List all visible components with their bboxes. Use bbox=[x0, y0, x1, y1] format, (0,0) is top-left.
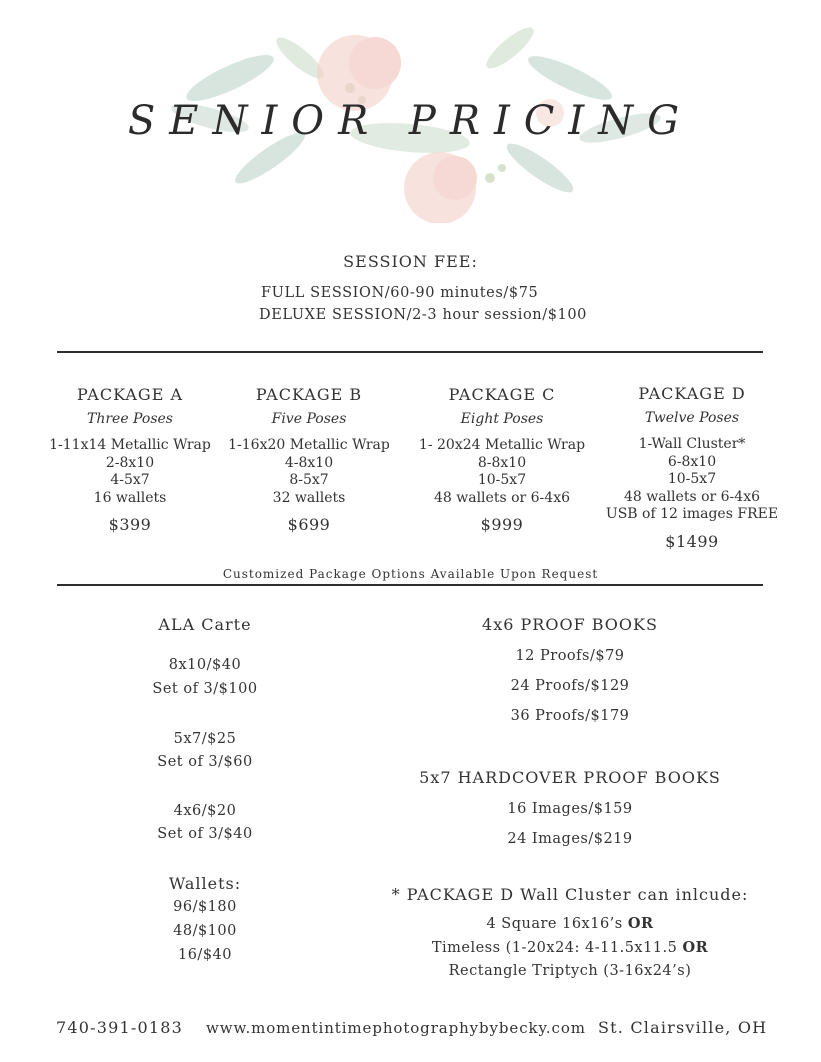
package-name: PACKAGE C bbox=[448, 385, 556, 404]
hardcover-item: 16 Images/$159 bbox=[507, 801, 633, 817]
proof-book-item: 24 Proofs/$129 bbox=[510, 678, 630, 694]
package-b bbox=[209, 385, 409, 534]
ala-carte-item: Set of 3/$40 bbox=[157, 826, 253, 842]
package-item: USB of 12 images FREE bbox=[605, 506, 779, 522]
hardcover-heading: 5x7 HARDCOVER PROOF BOOKS bbox=[419, 768, 721, 787]
package-item: 48 wallets or 6-4x6 bbox=[433, 489, 570, 506]
package-c bbox=[402, 385, 602, 534]
package-item: 16 wallets bbox=[93, 489, 167, 506]
package-item: 1-Wall Cluster* bbox=[638, 436, 746, 452]
page-title: SENIOR PRICING bbox=[127, 98, 694, 144]
package-price: $1499 bbox=[665, 531, 719, 551]
wallet-item: 16/$40 bbox=[177, 947, 232, 963]
footer-location: St. Clairsville, OH bbox=[598, 1018, 768, 1037]
package-item: 1-16x20 Metallic Wrap bbox=[228, 437, 390, 453]
ala-carte-heading: ALA Carte bbox=[158, 615, 252, 634]
footer-website[interactable]: www.momentintimephotographybybecky.com bbox=[206, 1019, 586, 1037]
or-label: OR bbox=[682, 939, 709, 956]
session-fee-heading: SESSION FEE: bbox=[343, 252, 478, 271]
package-poses: Five Poses bbox=[271, 411, 347, 427]
proof-book-item: 12 Proofs/$79 bbox=[515, 648, 625, 664]
package-name: PACKAGE A bbox=[76, 385, 184, 404]
ala-carte-item: 5x7/$25 bbox=[173, 731, 237, 747]
custom-package-note: Customized Package Options Available Upon Request bbox=[222, 567, 599, 581]
package-poses: Eight Poses bbox=[460, 411, 544, 427]
wall-cluster-option bbox=[380, 915, 760, 932]
package-price: $399 bbox=[108, 515, 152, 534]
package-d bbox=[592, 384, 792, 551]
package-item: 1-11x14 Metallic Wrap bbox=[49, 437, 211, 453]
package-item: 6-8x10 bbox=[667, 453, 717, 470]
package-item: 10-5x7 bbox=[667, 471, 717, 487]
hardcover-item: 24 Images/$219 bbox=[507, 831, 633, 847]
full-session-fee: FULL SESSION/60-90 minutes/$75 bbox=[261, 285, 539, 301]
wall-cluster-option-text: 4 Square 16x16’s bbox=[486, 916, 623, 932]
ala-carte-item: 8x10/$40 bbox=[168, 657, 242, 673]
wall-cluster-option-text: Timeless (1-20x24: 4-11.5x11.5 bbox=[431, 940, 678, 956]
divider-top bbox=[57, 351, 763, 353]
package-item: 1- 20x24 Metallic Wrap bbox=[418, 437, 586, 453]
package-name: PACKAGE B bbox=[255, 385, 363, 404]
package-item: 48 wallets or 6-4x6 bbox=[623, 488, 760, 505]
footer-phone: 740-391-0183 bbox=[56, 1018, 184, 1037]
wallet-item: 96/$180 bbox=[173, 899, 237, 915]
wallets-heading: Wallets: bbox=[168, 874, 242, 893]
proof-books-heading: 4x6 PROOF BOOKS bbox=[482, 615, 658, 634]
wall-cluster-heading: * PACKAGE D Wall Cluster can inlcude: bbox=[391, 885, 749, 904]
package-item: 4-8x10 bbox=[284, 454, 334, 471]
package-a bbox=[30, 385, 230, 534]
package-poses: Three Poses bbox=[86, 411, 173, 427]
divider-bottom bbox=[57, 584, 763, 586]
package-name: PACKAGE D bbox=[638, 384, 746, 403]
package-item: 10-5x7 bbox=[477, 472, 527, 488]
proof-book-item: 36 Proofs/$179 bbox=[510, 708, 630, 724]
package-item: 8-5x7 bbox=[289, 472, 329, 488]
package-item: 32 wallets bbox=[272, 489, 346, 506]
wallet-item: 48/$100 bbox=[173, 923, 237, 939]
package-price: $999 bbox=[480, 515, 524, 534]
ala-carte-item: Set of 3/$60 bbox=[157, 754, 253, 770]
package-poses: Twelve Poses bbox=[644, 410, 740, 426]
ala-carte-item: Set of 3/$100 bbox=[152, 681, 258, 697]
deluxe-session-fee: DELUXE SESSION/2-3 hour session/$100 bbox=[259, 307, 588, 323]
package-item: 8-8x10 bbox=[477, 454, 527, 471]
ala-carte-item: 4x6/$20 bbox=[173, 803, 237, 819]
package-item: 2-8x10 bbox=[105, 454, 155, 471]
wall-cluster-option bbox=[380, 939, 760, 956]
wall-cluster-option: Rectangle Triptych (3-16x24’s) bbox=[448, 963, 692, 979]
or-label: OR bbox=[627, 915, 654, 932]
package-item: 4-5x7 bbox=[110, 472, 150, 488]
ala-carte-section bbox=[105, 615, 305, 634]
package-price: $699 bbox=[287, 515, 331, 534]
